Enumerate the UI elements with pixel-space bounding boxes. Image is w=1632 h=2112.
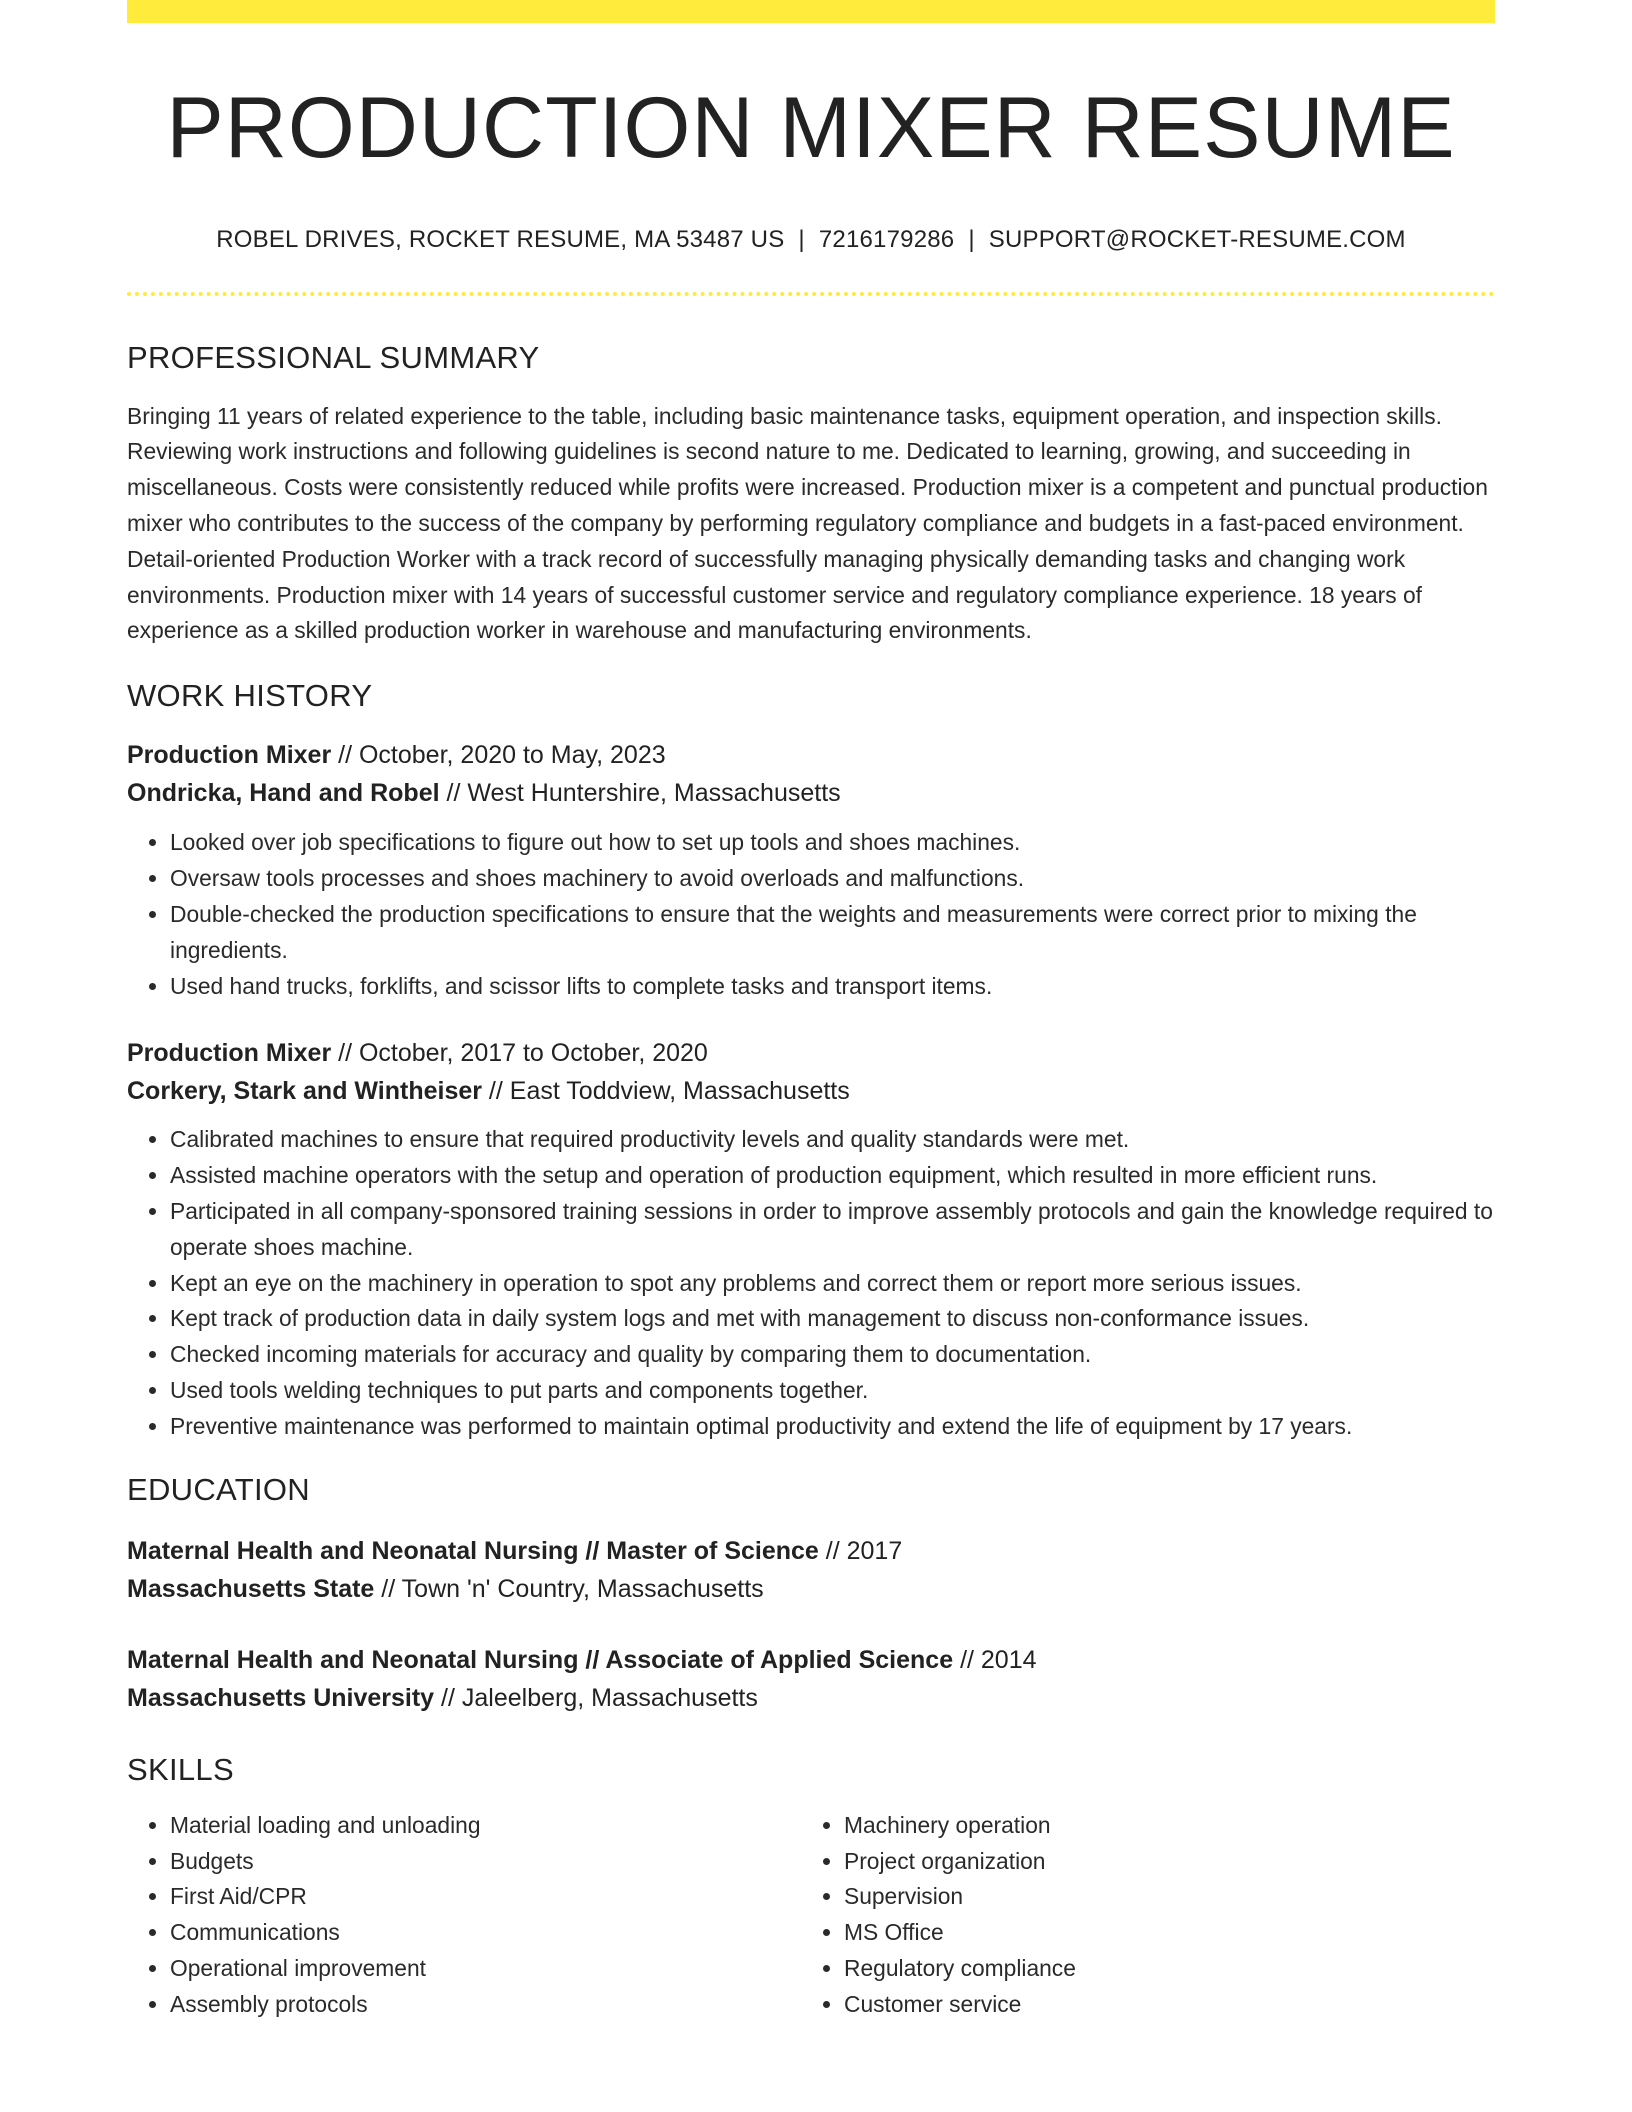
education-entry (127, 1532, 1495, 1608)
summary-heading: PROFESSIONAL SUMMARY (127, 340, 540, 376)
education-year: // 2014 (953, 1645, 1037, 1674)
job-company: Corkery, Stark and Wintheiser (127, 1077, 482, 1106)
education-school: Massachusetts State (127, 1574, 375, 1603)
job-location: // West Huntershire, Massachusetts (439, 779, 841, 808)
job-title-line (127, 736, 1495, 774)
skill-item: • Operational improvement (170, 1951, 801, 1987)
skill-item: • Project organization (844, 1844, 1494, 1880)
job-bullet: • Looked over job specifications to figure out how to set up tools and shoes machines. (170, 824, 1495, 860)
skill-item: • First Aid/CPR (170, 1879, 801, 1915)
skill-item: • Material loading and unloading (170, 1808, 801, 1844)
skill-item: • Customer service (844, 1987, 1494, 2023)
education-degree: Maternal Health and Neonatal Nursing // Master of Science (127, 1536, 819, 1565)
contact-line (127, 226, 1495, 255)
job-title: Production Mixer (127, 741, 332, 770)
education-school: Massachusetts University (127, 1683, 435, 1712)
skill-item: • Assembly protocols (170, 1987, 801, 2023)
work-history-heading: WORK HISTORY (127, 678, 373, 714)
job-entry (127, 1034, 1495, 1444)
skill-item: • Machinery operation (844, 1808, 1494, 1844)
skills-heading: SKILLS (127, 1751, 234, 1787)
job-entry (127, 736, 1495, 1004)
job-title-line (127, 1034, 1495, 1072)
job-bullet: • Participated in all company-sponsored training sessions in order to improve assembly protocols and gain the knowledge required to operate shoes machine. (170, 1194, 1495, 1266)
job-bullet: • Used tools welding techniques to put parts and components together. (170, 1373, 1495, 1409)
education-year: // 2017 (818, 1536, 903, 1565)
job-location: // East Toddview, Massachusetts (481, 1077, 850, 1106)
resume-content (127, 0, 1495, 2023)
accent-top-bar (127, 0, 1495, 23)
education-entry (127, 1641, 1495, 1717)
job-bullet: • Checked incoming materials for accuracy and quality by comparing them to documentation. (170, 1337, 1495, 1373)
contact-email[interactable]: SUPPORT@ROCKET-RESUME.COM (988, 225, 1406, 253)
job-bullet: • Calibrated machines to ensure that required productivity levels and quality standards were met. (170, 1122, 1495, 1158)
skill-item: • Communications (170, 1915, 801, 1951)
skills-list-right (801, 1808, 1494, 2023)
job-company-line (127, 1072, 1495, 1110)
education-heading: EDUCATION (127, 1471, 310, 1507)
job-company-line (127, 774, 1495, 812)
job-title: Production Mixer (127, 1039, 332, 1068)
job-bullet: • Kept an eye on the machinery in operation to spot any problems and correct them or report more serious issues. (170, 1266, 1495, 1302)
education-location: // Town 'n' Country, Massachusetts (374, 1574, 764, 1603)
job-company: Ondricka, Hand and Robel (127, 779, 440, 808)
job-bullet: • Assisted machine operators with the setup and operation of production equipment, which resulted in more efficient runs. (170, 1158, 1495, 1194)
job-bullet: • Preventive maintenance was performed to maintain optimal productivity and extend the life of equipment by 17 years. (170, 1409, 1495, 1445)
contact-phone[interactable]: 7216179286 (818, 225, 955, 253)
skill-item: • Supervision (844, 1879, 1494, 1915)
contact-separator: | (968, 225, 975, 253)
job-bullets (127, 1122, 1495, 1444)
job-bullet: • Oversaw tools processes and shoes machinery to avoid overloads and malfunctions. (170, 860, 1495, 896)
job-bullet: • Kept track of production data in daily system logs and met with management to discuss non-conformance issues. (170, 1301, 1495, 1337)
contact-address: ROBEL DRIVES, ROCKET RESUME, MA 53487 US (216, 225, 785, 253)
education-degree-line (127, 1532, 1495, 1570)
skills-columns (127, 1808, 1495, 2023)
job-bullet: • Used hand trucks, forklifts, and scissor lifts to complete tasks and transport items. (170, 968, 1495, 1004)
job-dates: // October, 2020 to May, 2023 (331, 741, 666, 770)
skill-item: • MS Office (844, 1915, 1494, 1951)
education-school-line (127, 1679, 1495, 1717)
skill-item: • Budgets (170, 1844, 801, 1880)
skills-list-left (127, 1808, 801, 2023)
dotted-divider (127, 292, 1495, 296)
summary-text: Bringing 11 years of related experience to the table, including basic maintenance tasks, equipment operation, and inspection skills. Reviewing work instructions and following guidelines is second nature to me. Dedicated to learning, growing, and succeeding in miscellaneous. Costs were consistently reduced while profits were increased. Production mixer is a competent and punctual production mixer who contributes to the success of the company by performing regulatory compliance and budgets in a fast-paced environment. Detail-oriented Production Worker with a track record of successfully managing physically demanding tasks and changing work environments. Production mixer with 14 years of successful customer service and regulatory compliance experience. 18 years of experience as a skilled production worker in warehouse and manufacturing environments. (127, 402, 1488, 644)
contact-separator: | (798, 225, 805, 253)
education-school-line (127, 1570, 1495, 1608)
skill-item: • Regulatory compliance (844, 1951, 1494, 1987)
resume-title: PRODUCTION MIXER RESUME (166, 80, 1456, 176)
education-degree: Maternal Health and Neonatal Nursing // Associate of Applied Science (127, 1645, 954, 1674)
job-bullet: • Double-checked the production specifications to ensure that the weights and measurements were correct prior to mixing the ingredients. (170, 896, 1495, 968)
education-location: // Jaleelberg, Massachusetts (434, 1683, 758, 1712)
job-dates: // October, 2017 to October, 2020 (331, 1039, 708, 1068)
job-bullets (127, 824, 1495, 1004)
education-degree-line (127, 1641, 1495, 1679)
